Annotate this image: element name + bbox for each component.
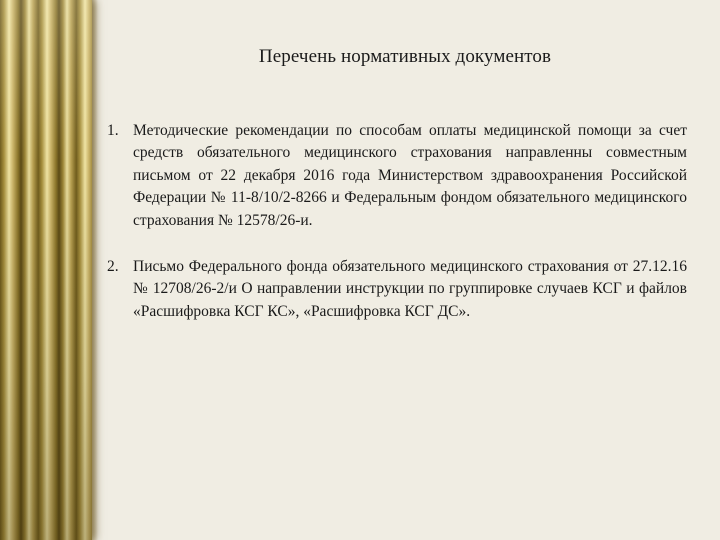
slide-title: Перечень нормативных документов: [258, 46, 552, 67]
gold-curtain-decoration: [0, 0, 92, 540]
document-item: [107, 120, 687, 232]
document-item: [107, 256, 687, 323]
document-text: Методические рекомендации по способам оплаты медицинской помощи за счет средств обязательного медицинского страхования направленны совместным письмом от 22 декабря 2016 года Министерством здравоохранения Российской Федерации № 11-8/10/2-8266 и Федеральным фондом обязательного медицинского страхования № 12578/26-и.: [133, 122, 687, 229]
document-number: 1.: [107, 122, 119, 139]
curtain-shadow: [92, 0, 98, 540]
document-number: 2.: [107, 258, 119, 276]
document-list: [107, 120, 687, 347]
document-text: Письмо Федерального фонда обязательного медицинского страхования от 27.12.16 № 12708/26-2/и О направлении инструкции по группировке случаев КСГ и файлов «Расшифровка КСГ КС», «Расшифровка КСГ ДС».: [133, 258, 687, 320]
